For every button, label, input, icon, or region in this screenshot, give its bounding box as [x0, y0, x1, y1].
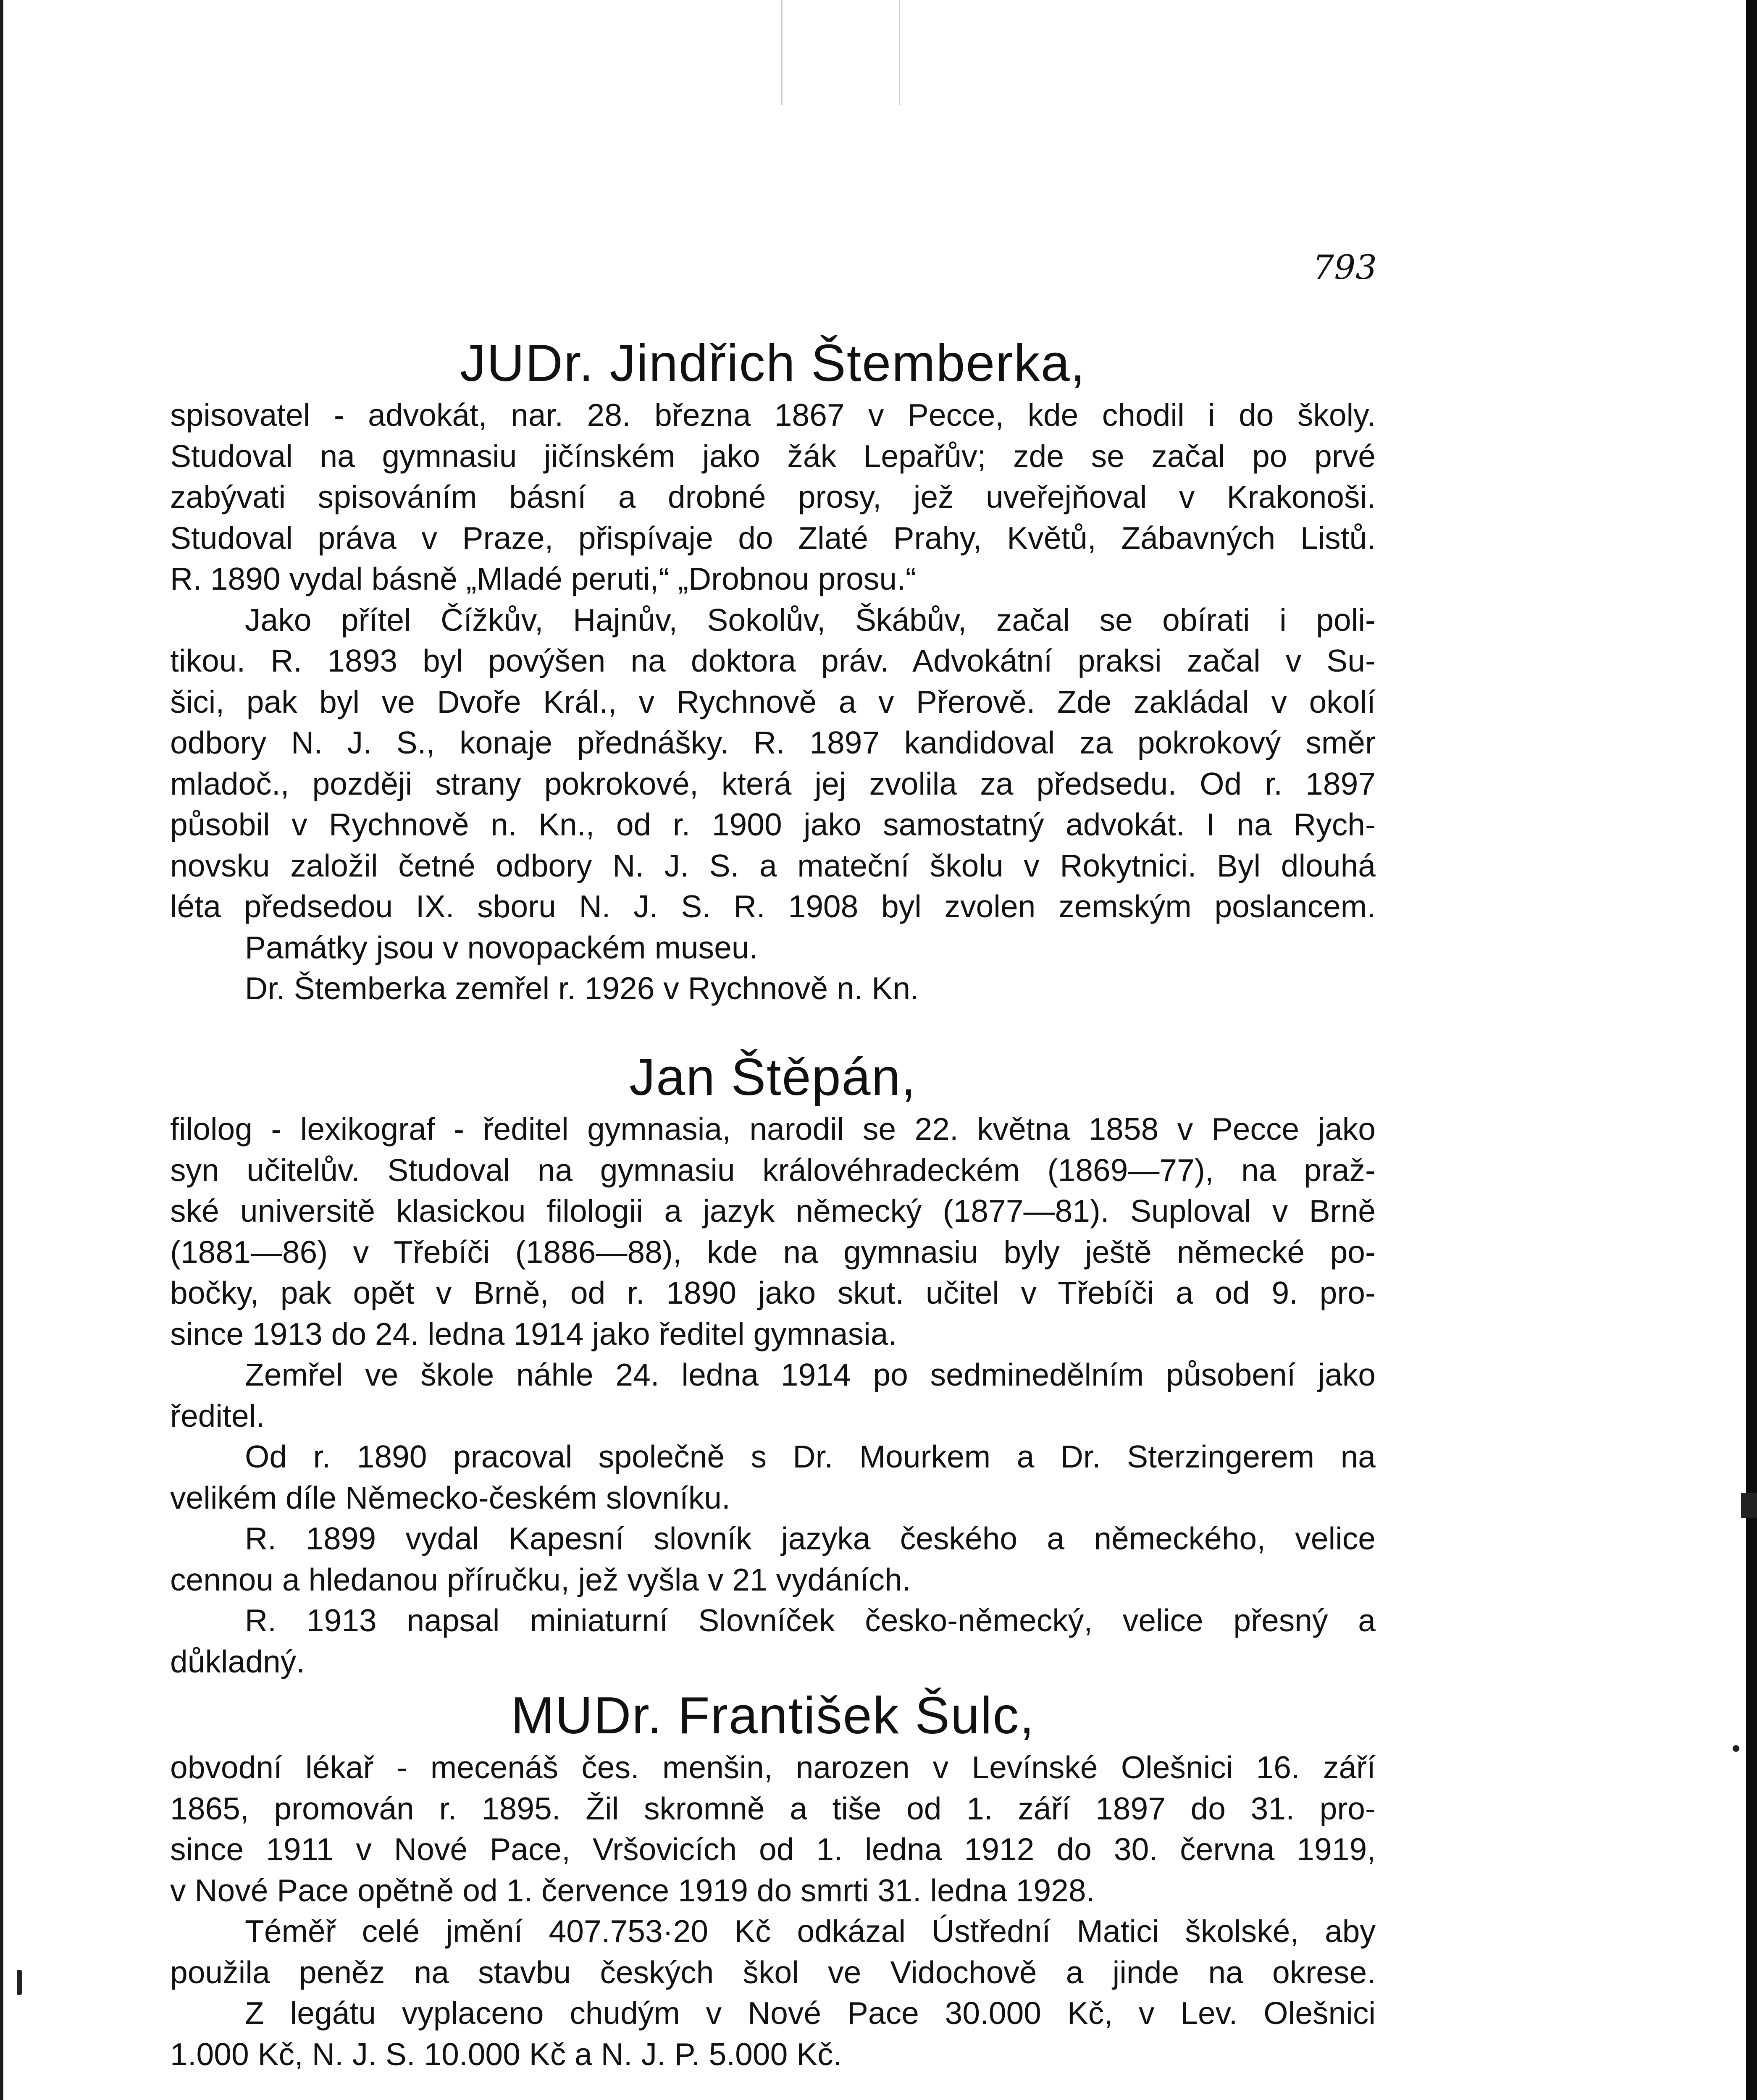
text-line: Studoval práva v Praze, přispívaje do Zlaté Prahy, Květů, Zábavných Listů. [170, 520, 1376, 556]
text-line: Jako přítel Čížkův, Hajnův, Sokolův, Škábův, začal se obírati i poli- [245, 602, 1376, 638]
section-stepan [170, 1046, 1376, 1682]
text-line: použila peněz na stavbu českých škol ve Vidochově a jinde na okrese. [170, 1954, 1376, 1990]
section-title: MUDr. František Šulc, [511, 1687, 1035, 1745]
text-line: Dr. Štemberka zemřel r. 1926 v Rychnově n. Kn. [245, 971, 919, 1006]
scan-edge-right [1746, 0, 1757, 2100]
text-line: léta předsedou IX. sboru N. J. S. R. 1908 byl zvolen zemským poslancem. [170, 889, 1376, 924]
section-title: JUDr. Jindřich Štemberka, [460, 334, 1086, 392]
text-line: Téměř celé jmění 407.753·20 Kč odkázal Ústřední Matici školské, aby [245, 1914, 1376, 1949]
page-number: 793 [1313, 248, 1377, 287]
text-line: mladoč., později strany pokrokové, která jej zvolila za předsedu. Od r. 1897 [170, 766, 1376, 801]
scan-artifact [781, 0, 783, 105]
text-line: (1881—86) v Třebíči (1886—88), kde na gymnasiu byly ještě německé po- [170, 1234, 1376, 1270]
text-line: Od r. 1890 pracoval společně s Dr. Mourkem a Dr. Sterzingerem na [245, 1439, 1376, 1474]
section-body [170, 1109, 1376, 1682]
text-line: odbory N. J. S., konaje přednášky. R. 1897 kandidoval za pokrokový směr [170, 725, 1376, 760]
text-line: R. 1913 napsal miniaturní Slovníček česko-německý, velice přesný a [245, 1603, 1376, 1638]
section-stemberka [170, 332, 1376, 1009]
text-line: Památky jsou v novopackém museu. [245, 929, 758, 965]
text-line: působil v Rychnově n. Kn., od r. 1900 jako samostatný advokát. I na Rych- [170, 807, 1376, 842]
text-line: zabývati spisováním básní a drobné prosy, jež uveřejňoval v Krakonoši. [170, 479, 1376, 514]
text-line: tikou. R. 1893 byl povýšen na doktora práv. Advokátní praksi začal v Su- [170, 643, 1376, 678]
text-line: šici, pak byl ve Dvoře Král., v Rychnově a v Přerově. Zde zakládal v okolí [170, 684, 1376, 719]
scan-edge-left [0, 0, 3, 2100]
speck [1741, 1493, 1757, 1518]
text-line: v Nové Pace opětně od 1. července 1919 do smrti 31. ledna 1928. [170, 1872, 1095, 1908]
text-line: 1.000 Kč, N. J. S. 10.000 Kč a N. J. P. 5.000 Kč. [170, 2036, 842, 2072]
section-body [170, 395, 1376, 1009]
scan-artifact [899, 0, 900, 105]
text-line: Zemřel ve škole náhle 24. ledna 1914 po sedminedělním působení jako [245, 1357, 1376, 1392]
speck [17, 1970, 22, 1995]
text-line: novsku založil četné odbory N. J. S. a mateční školu v Rokytnici. Byl dlouhá [170, 848, 1376, 883]
text-line: spisovatel - advokát, nar. 28. března 1867 v Pecce, kde chodil i do školy. [170, 397, 1376, 433]
text-line: Z legátu vyplaceno chudým v Nové Pace 30.000 Kč, v Lev. Olešnici [245, 1995, 1376, 2031]
text-line: R. 1899 vydal Kapesní slovník jazyka českého a německého, velice [245, 1521, 1376, 1556]
text-line: velikém díle Německo-českém slovníku. [170, 1480, 730, 1515]
text-line: filolog - lexikograf - ředitel gymnasia, narodil se 22. května 1858 v Pecce jako [170, 1111, 1376, 1147]
text-line: since 1911 v Nové Pace, Vršovicích od 1. ledna 1912 do 30. června 1919, [170, 1832, 1376, 1867]
speck [1733, 1745, 1739, 1752]
text-line: syn učitelův. Studoval na gymnasiu královéhradeckém (1869—77), na praž- [170, 1152, 1376, 1188]
section-body [170, 1747, 1376, 2075]
text-line: since 1913 do 24. ledna 1914 jako ředitel gymnasia. [170, 1316, 897, 1352]
section-title: Jan Štěpán, [629, 1048, 917, 1106]
text-line: bočky, pak opět v Brně, od r. 1890 jako skut. učitel v Třebíči a od 9. pro- [170, 1275, 1376, 1310]
text-line: 1865, promován r. 1895. Žil skromně a tiše od 1. září 1897 do 31. pro- [170, 1790, 1376, 1826]
text-line: důkladný. [170, 1643, 305, 1679]
text-line: ské universitě klasickou filologii a jazyk německý (1877—81). Suploval v Brně [170, 1193, 1376, 1228]
text-line: Studoval na gymnasiu jičínském jako žák Lepařův; zde se začal po prvé [170, 438, 1376, 474]
text-line: cennou a hledanou příručku, jež vyšla v 21 vydáních. [170, 1562, 911, 1597]
text-line: ředitel. [170, 1398, 265, 1433]
section-sulc [170, 1684, 1376, 2075]
text-line: R. 1890 vydal básně „Mladé peruti,“ „Drobnou prosu.“ [170, 561, 916, 596]
text-line: obvodní lékař - mecenáš čes. menšin, narozen v Levínské Olešnici 16. září [170, 1750, 1376, 1785]
